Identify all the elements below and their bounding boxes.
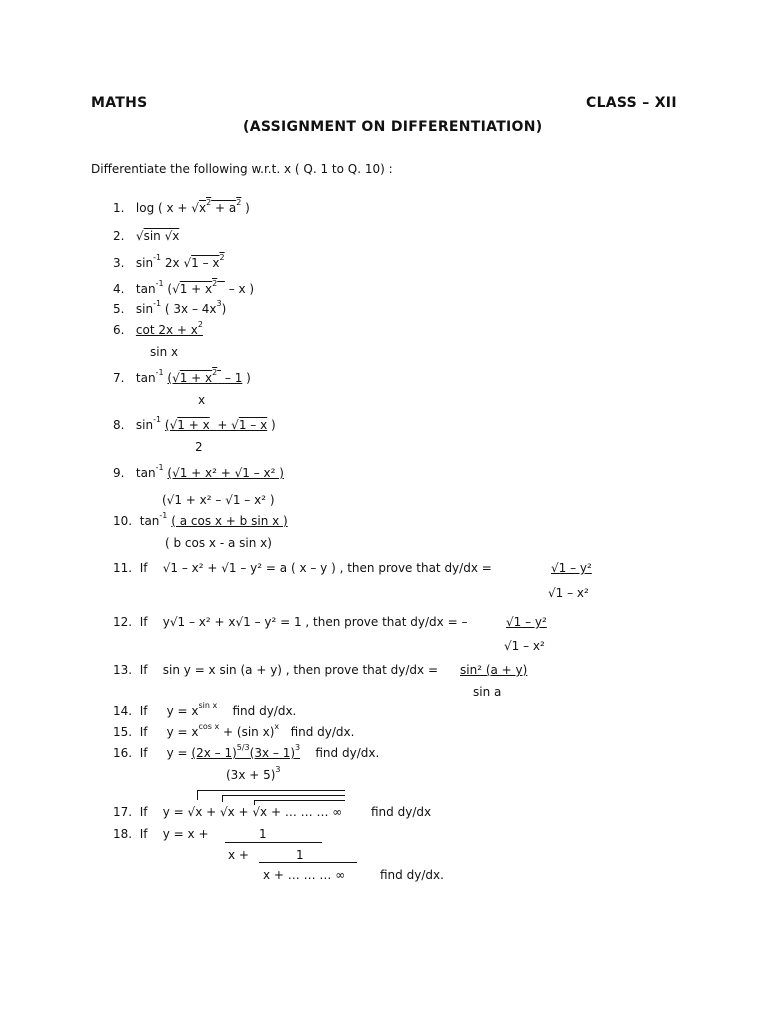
subject-heading: MATHS: [91, 95, 148, 111]
question-9: 9. $\tan^{-1} (√1 + x^2 + √1 - x^2$ ): [113, 463, 284, 480]
q13-rhs-numerator: sin² (a + y): [460, 663, 528, 677]
cf-line-2: x +: [228, 848, 249, 862]
question-number: 16.: [113, 746, 133, 760]
radical-bar-inner: [254, 800, 345, 801]
question-18: 18. If y = x +: [113, 827, 209, 841]
question-number: 14.: [113, 704, 133, 718]
question-16: 16. If y = (2x – 1)$^{5/3}$(3x – 1)$^3$ find dy/dx.: [113, 743, 380, 760]
radical-bar-middle: [222, 795, 345, 796]
question-number: 5.: [113, 302, 125, 316]
class-heading: CLASS – XII: [586, 95, 677, 111]
question-number: 11.: [113, 561, 133, 575]
question-number: 12.: [113, 615, 133, 629]
question-14: 14. If $y = x^{sin x}$ find dy/dx.: [113, 701, 297, 718]
question-number: 2.: [113, 229, 125, 243]
question-1: 1. log ( $x + √x^2 + a^2$ ): [113, 198, 250, 215]
question-number: 4.: [113, 282, 125, 296]
cf-fraction-bar-2: [259, 862, 357, 863]
question-number: 6.: [113, 323, 125, 337]
radical-tick-outer: [197, 790, 198, 800]
question-17: 17. If y = √x + √x + √x + … … … ∞: [113, 805, 343, 819]
question-number: 7.: [113, 371, 125, 385]
question-number: 10.: [113, 514, 133, 528]
q11-rhs-denominator: √1 – x²: [548, 586, 589, 600]
question-number: 1.: [113, 201, 125, 215]
cf-line-3: x + … … … ∞: [263, 868, 346, 882]
question-number: 9.: [113, 466, 125, 480]
question-2: 2. √sin √x: [113, 229, 180, 243]
q6-denominator: sin x: [150, 345, 179, 359]
q8-denominator: 2: [195, 440, 203, 454]
instruction-text: Differentiate the following w.r.t. x ( Q. 1 to Q. 10) :: [91, 162, 393, 176]
question-4: 4. $\tan^{-1} (√1 + x^2$ – x ): [113, 279, 255, 296]
q9-denominator: (√1 + x² – √1 – x² ): [162, 493, 275, 507]
question-number: 18.: [113, 827, 133, 841]
question-6: 6. $\cot 2x + x^2$: [113, 320, 203, 337]
radical-tick-middle: [222, 795, 223, 802]
question-8: 8. $\sin^{-1} (√1 + x + √1 - x$ ): [113, 415, 276, 432]
q12-rhs-numerator: √1 – y²: [506, 615, 547, 629]
question-number: 8.: [113, 418, 125, 432]
question-number: 15.: [113, 725, 133, 739]
question-7: 7. $\tan^{-1} (√1 + x^2 - 1$ ): [113, 368, 251, 385]
cf-numerator-1: 1: [259, 827, 267, 841]
q13-rhs-denominator: sin a: [473, 685, 502, 699]
q10-denominator: ( b cos x - a sin x): [165, 536, 272, 550]
q17-instruction: find dy/dx: [371, 805, 432, 819]
assignment-title: (ASSIGNMENT ON DIFFERENTIATION): [243, 119, 543, 135]
cf-numerator-2: 1: [296, 848, 304, 862]
radical-bar-outer: [197, 790, 345, 791]
q11-rhs-numerator: √1 – y²: [551, 561, 592, 575]
question-number: 17.: [113, 805, 133, 819]
q12-rhs-denominator: √1 – x²: [504, 639, 545, 653]
question-12: 12. If y√1 – x² + x√1 – y² = 1 , then prove that dy/dx = –: [113, 615, 468, 629]
q7-denominator: x: [198, 393, 206, 407]
q18-instruction: find dy/dx.: [380, 868, 444, 882]
question-3: 3. $\sin^{-1} 2x$ $√1 - x^2$: [113, 253, 225, 270]
q16-denominator: $(3x + 5)^3$: [226, 765, 281, 782]
question-15: 15. If $y = x^{cos x} + (\sin$ x)$^x$ find dy/dx.: [113, 722, 355, 739]
question-11: 11. If √1 – x² + √1 – y² = a ( x – y ) , then prove that dy/dx =: [113, 561, 492, 575]
question-5: 5. $\sin^{-1}$ ( $3x - 4x^3$): [113, 299, 227, 316]
question-number: 13.: [113, 663, 133, 677]
question-13: 13. If sin y = x sin (a + y) , then prove that dy/dx =: [113, 663, 438, 677]
question-number: 3.: [113, 256, 125, 270]
cf-fraction-bar-1: [225, 842, 322, 843]
question-10: 10. $\tan^{-1}$ ( a cos x + b sin x ): [113, 511, 288, 528]
